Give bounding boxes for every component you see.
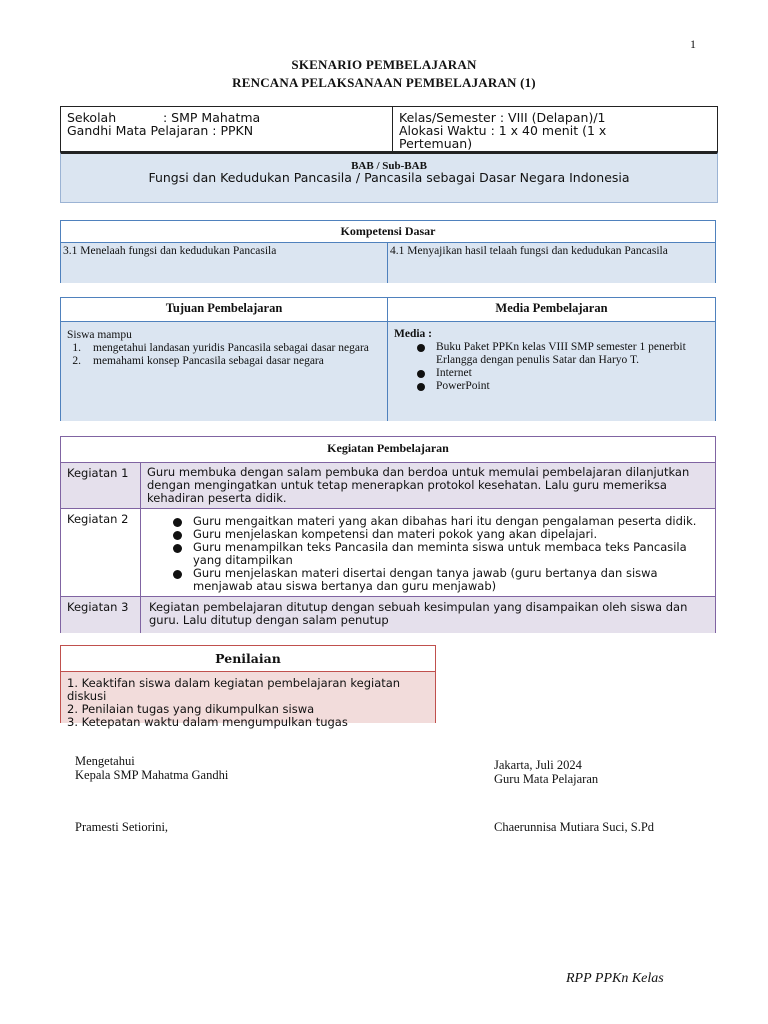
list-item: 2. memahami konsep Pancasila sebagai dasar negara — [67, 355, 381, 368]
bullet-icon — [147, 515, 193, 528]
kelas-semester: Kelas/Semester : VIII (Delapan)/1 — [399, 110, 606, 125]
document-subtitle: RENCANA PELAKSANAAN PEMBELAJARAN (1) — [232, 75, 536, 90]
kegiatan-2-item: Guru menjelaskan materi disertai dengan tanya jawab (guru bertanya dan siswa menjawab atau siswa bertanya dan guru menjawab) — [193, 566, 658, 593]
signature-block-right — [494, 758, 598, 786]
tujuan-media-body — [61, 322, 715, 421]
bullet-icon — [394, 341, 436, 367]
tujuan-media-header — [61, 298, 715, 322]
kegiatan-2-item: Guru menjelaskan kompetensi dan materi pokok yang akan dipelajari. — [193, 527, 598, 541]
identity-table — [60, 106, 718, 152]
table-row — [61, 597, 715, 633]
kegiatan-heading: Kegiatan Pembelajaran — [61, 437, 715, 463]
kompetensi-dasar-table — [60, 220, 716, 283]
penilaian-item: 2. Penilaian tugas yang dikumpulkan siswa — [67, 702, 315, 716]
signature-block-left — [75, 754, 228, 782]
page-number: 1 — [690, 37, 696, 51]
tujuan-list — [67, 342, 381, 368]
signature-left-line2: Kepala SMP Mahatma Gandhi — [75, 768, 229, 782]
penilaian-body — [61, 672, 435, 729]
document-title: SKENARIO PEMBELAJARAN — [291, 57, 477, 72]
penilaian-item: 1. Keaktifan siswa dalam kegiatan pembelajaran kegiatan diskusi — [67, 676, 401, 703]
kd-item-3-1: 3.1 Menelaah fungsi dan kedudukan Pancasila — [61, 243, 388, 283]
penilaian-heading: Penilaian — [61, 646, 435, 672]
media-heading: Media Pembelajaran — [495, 301, 608, 315]
list-item — [147, 541, 709, 567]
media-item-text: Buku Paket PPKn kelas VIII SMP semester 1 penerbit Erlangga dengan penulis Satar dan Haryo T. — [436, 341, 686, 366]
kegiatan-table — [60, 436, 716, 633]
sekolah-value: : SMP Mahatma — [163, 110, 261, 125]
table-row — [61, 463, 715, 509]
bullet-icon — [394, 367, 436, 380]
kegiatan-2-item: Guru mengaitkan materi yang akan dibahas hari itu dengan pengalaman peserta didik. — [193, 514, 697, 528]
alokasi-waktu-cont: Pertemuan) — [399, 136, 473, 151]
media-item-text: PowerPoint — [436, 380, 490, 392]
list-item: 1. mengetahui landasan yuridis Pancasila sebagai dasar negara — [67, 342, 381, 355]
kegiatan-1-label: Kegiatan 1 — [61, 463, 141, 508]
bullet-icon — [394, 380, 436, 393]
signatory-left-name: Pramesti Setiorini, — [75, 820, 169, 834]
kegiatan-2-list — [141, 509, 715, 596]
kompetensi-dasar-body — [61, 243, 715, 283]
media-cell — [388, 322, 715, 421]
tujuan-media-table — [60, 297, 716, 421]
signature-left-line1: Mengetahui — [75, 754, 135, 768]
bullet-icon — [147, 567, 193, 593]
kegiatan-3-text: Kegiatan pembelajaran ditutup dengan sebuah kesimpulan yang disampaikan oleh siswa dan guru. Lalu ditutup dengan salam penutup — [149, 600, 688, 627]
bab-label: BAB / Sub-BAB — [351, 160, 427, 172]
bab-title: Fungsi dan Kedudukan Pancasila / Pancasila sebagai Dasar Negara Indonesia — [148, 170, 630, 185]
list-item — [394, 367, 709, 380]
bullet-icon — [147, 528, 193, 541]
identity-right-cell — [393, 107, 717, 151]
kegiatan-3-label: Kegiatan 3 — [61, 597, 141, 633]
signatory-right-name: Chaerunnisa Mutiara Suci, S.Pd — [494, 820, 655, 834]
signature-right-line1: Jakarta, Juli 2024 — [494, 758, 582, 772]
tujuan-intro: Siswa mampu — [67, 329, 132, 341]
media-label: Media : — [394, 328, 433, 340]
list-item — [147, 567, 709, 593]
tujuan-cell — [61, 322, 388, 421]
alokasi-waktu: Alokasi Waktu : 1 x 40 menit (1 x — [399, 123, 607, 138]
mata-pelajaran: Gandhi Mata Pelajaran : PPKN — [67, 123, 254, 138]
penilaian-table — [60, 645, 436, 729]
kd-item-4-1: 4.1 Menyajikan hasil telaah fungsi dan kedudukan Pancasila — [390, 245, 668, 257]
signature-right-line2: Guru Mata Pelajaran — [494, 772, 599, 786]
table-row — [61, 509, 715, 597]
list-item — [394, 380, 709, 393]
kegiatan-2-item: Guru menampilkan teks Pancasila dan meminta siswa untuk membaca teks Pancasila yang ditampilkan — [193, 540, 687, 567]
tujuan-item-text: mengetahui landasan yuridis Pancasila sebagai dasar negara — [93, 342, 369, 354]
kegiatan-2-label: Kegiatan 2 — [61, 509, 141, 596]
tujuan-heading: Tujuan Pembelajaran — [61, 298, 388, 321]
bullet-icon — [147, 541, 193, 567]
kegiatan-1-text: Guru membuka dengan salam pembuka dan berdoa untuk memulai pembelajaran dilanjutkan dengan mengingatkan untuk tetap menerapkan protokol kesehatan. Lalu guru memeriksa kehadiran peserta didik. — [147, 465, 690, 505]
penilaian-item: 3. Ketepatan waktu dalam mengumpulkan tugas — [67, 715, 348, 729]
bab-section — [60, 152, 718, 203]
sekolah-label: Sekolah — [67, 110, 117, 125]
tujuan-item-text: memahami konsep Pancasila sebagai dasar negara — [93, 355, 324, 367]
page-footer: RPP PPKn Kelas — [566, 971, 664, 986]
list-item — [394, 341, 709, 367]
media-item-text: Internet — [436, 367, 472, 379]
identity-left-cell — [61, 107, 393, 151]
kompetensi-dasar-heading: Kompetensi Dasar — [61, 221, 715, 243]
